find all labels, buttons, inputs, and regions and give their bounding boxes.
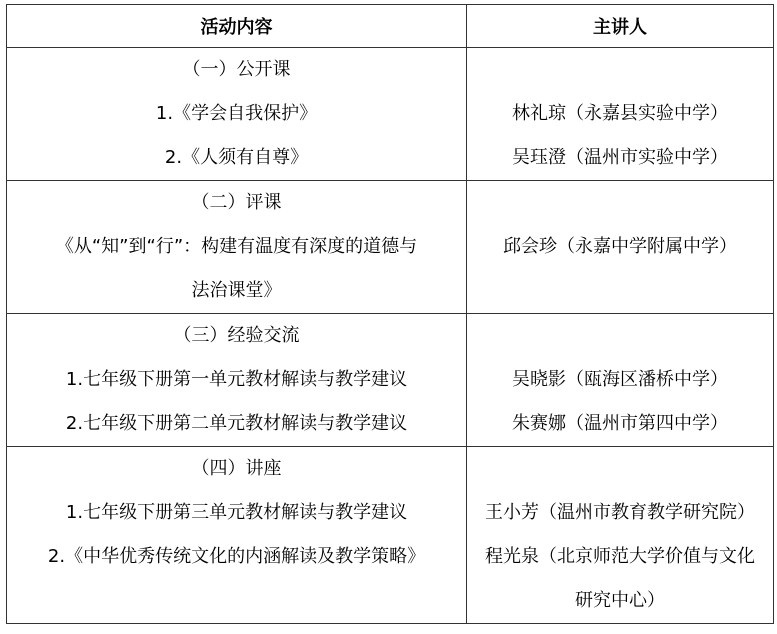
activity-item: 《从“知”到“行”：构建有温度有深度的道德与 [55, 236, 418, 257]
speaker-name-continued: 研究中心） [575, 590, 665, 611]
speaker-blank [467, 314, 773, 358]
section-title: （三）经验交流 [173, 325, 300, 346]
activity-item: 1.《学会自我保护》 [155, 103, 318, 124]
activity-item: 2.七年级下册第二单元教材解读与教学建议 [65, 413, 408, 434]
speaker-blank [467, 48, 773, 92]
table-row [7, 48, 774, 181]
header-speaker: 主讲人 [467, 5, 774, 48]
section-title: （四）讲座 [191, 458, 282, 479]
activity-item: 2.《中华优秀传统文化的内涵解读及教学策略》 [47, 546, 426, 567]
activity-blank [7, 579, 466, 623]
activity-item: 法治课堂》 [191, 280, 282, 301]
table-row [7, 314, 774, 447]
speaker-name: 吴晓影（瓯海区潘桥中学） [512, 369, 728, 390]
table-row [7, 447, 774, 624]
speaker-blank [467, 447, 773, 491]
speaker-name: 林礼琼（永嘉县实验中学） [512, 103, 728, 124]
activity-item: 1.七年级下册第三单元教材解读与教学建议 [65, 502, 408, 523]
section-title: （二）评课 [191, 192, 282, 213]
speaker-name: 程光泉（北京师范大学价值与文化 [485, 546, 755, 567]
table-header-row [7, 5, 774, 48]
activity-cell [7, 48, 467, 181]
speaker-name: 吴珏澄（温州市实验中学） [512, 147, 728, 168]
schedule-table [6, 4, 774, 624]
speaker-name: 王小芳（温州市教育教学研究院） [485, 502, 755, 523]
activity-cell [7, 314, 467, 447]
table-row [7, 181, 774, 314]
speaker-cell [467, 181, 774, 314]
speaker-name: 朱赛娜（温州市第四中学） [512, 413, 728, 434]
speaker-cell [467, 314, 774, 447]
activity-item: 1.七年级下册第一单元教材解读与教学建议 [65, 369, 408, 390]
activity-item: 2.《人须有自尊》 [164, 147, 309, 168]
speaker-name: 邱会珍（永嘉中学附属中学） [503, 236, 737, 257]
activity-cell [7, 447, 467, 624]
header-activity: 活动内容 [7, 5, 467, 48]
activity-cell [7, 181, 467, 314]
speaker-cell [467, 447, 774, 624]
speaker-cell [467, 48, 774, 181]
section-title: （一）公开课 [182, 59, 291, 80]
